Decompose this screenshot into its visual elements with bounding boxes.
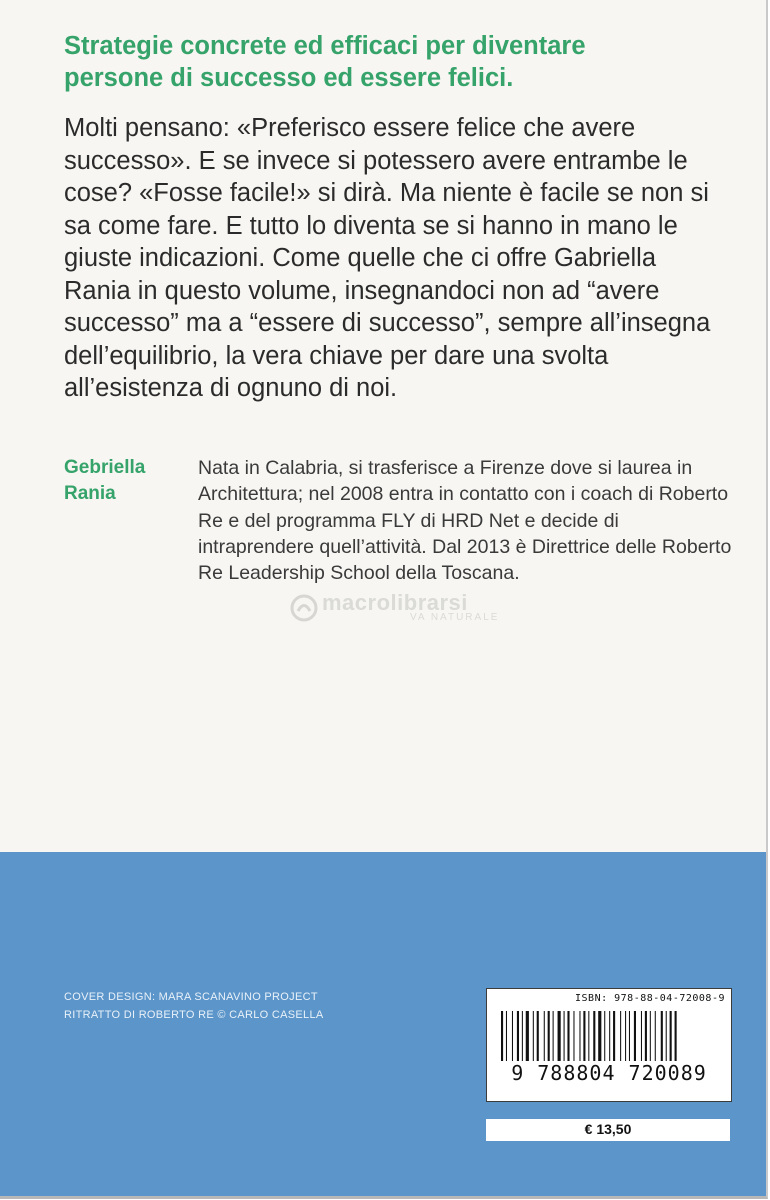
barcode-bar: [629, 1011, 630, 1061]
barcode-bar: [558, 1011, 561, 1061]
isbn-label: ISBN: 978-88-04-72008-9: [575, 993, 725, 1004]
watermark-name: macrolibrarsi: [322, 590, 468, 615]
barcode-bar: [625, 1011, 626, 1061]
barcode-bar: [512, 1011, 513, 1061]
barcode-bar: [501, 1011, 503, 1061]
author-last-name: Rania: [64, 483, 116, 504]
headline: Strategie concrete ed efficaci per diventare persone di successo ed essere felici.: [64, 32, 586, 92]
barcode-bar: [650, 1011, 651, 1061]
barcode-bar: [564, 1011, 565, 1061]
watermark: [290, 590, 540, 630]
barcode-bar: [634, 1011, 636, 1061]
barcode-bar: [537, 1011, 539, 1061]
watermark-tagline: VA NATURALE: [410, 612, 500, 623]
barcode-bar: [526, 1011, 529, 1061]
barcode-digits: 9 788804 720089: [511, 1061, 707, 1085]
barcode-bar: [645, 1011, 647, 1061]
barcode-icon: [501, 1011, 717, 1061]
barcode-bar: [641, 1011, 642, 1061]
portrait-credit: RITRATTO DI ROBERTO RE © CARLO CASELLA: [64, 1009, 324, 1021]
barcode-bar: [609, 1011, 610, 1061]
barcode-bar: [593, 1011, 595, 1061]
barcode-bar: [588, 1011, 589, 1061]
barcode-bar: [613, 1011, 615, 1061]
barcode-bar: [579, 1011, 580, 1061]
barcode-bar: [583, 1011, 585, 1061]
barcode-bar: [517, 1011, 519, 1061]
barcode-bar: [598, 1011, 601, 1061]
barcode-bar: [567, 1011, 569, 1061]
barcode-bar: [522, 1011, 523, 1061]
barcode-bar: [533, 1011, 534, 1061]
barcode-bar: [655, 1011, 656, 1061]
barcode-bar: [506, 1011, 507, 1061]
barcode-bar: [548, 1011, 550, 1061]
cover-design-credit: COVER DESIGN: MARA SCANAVINO PROJECT: [64, 991, 318, 1003]
price: € 13,50: [584, 1121, 632, 1137]
barcode-box: [486, 988, 732, 1102]
author-bio: Nata in Calabria, si trasferisce a Firenze dove si laurea in Architettura; nel 2008 entra in contatto con i coach di Roberto Re e del programma FLY di HRD Net e decide di intraprendere quell’attività. Dal 2013 è Direttrice delle Roberto Re Leadership School della Toscana.: [198, 457, 732, 585]
blurb-text: Molti pensano: «Preferisco essere felice che avere successo». E se invece si potessero avere entrambe le cose? «Fosse facile!» si dirà. Ma niente è facile se non si sa come fare. E tutto lo diventa se si hanno in mano le giuste indicazioni. Come quelle che ci offre Gabriella Rania in questo volume, insegnandoci non ad “avere successo” ma a “essere di successo”, sempre all’insegna dell’equilibrio, la vera chiave per dare una svolta all’esistenza di ognuno di noi.: [64, 114, 711, 402]
barcode-bar: [620, 1011, 621, 1061]
barcode-bar: [666, 1011, 667, 1061]
barcode-bar: [675, 1011, 677, 1061]
barcode-bar: [553, 1011, 554, 1061]
author-first-name: Gebriella: [64, 457, 146, 478]
barcode-bar: [661, 1011, 663, 1061]
barcode-bar: [573, 1011, 574, 1061]
barcode-bar: [544, 1011, 545, 1061]
barcode-bar: [604, 1011, 605, 1061]
credits: [64, 988, 444, 1024]
barcode-bar: [670, 1011, 672, 1061]
author-name: [64, 455, 184, 507]
price-box: [486, 1119, 730, 1141]
watermark-logo-icon: [290, 594, 318, 622]
